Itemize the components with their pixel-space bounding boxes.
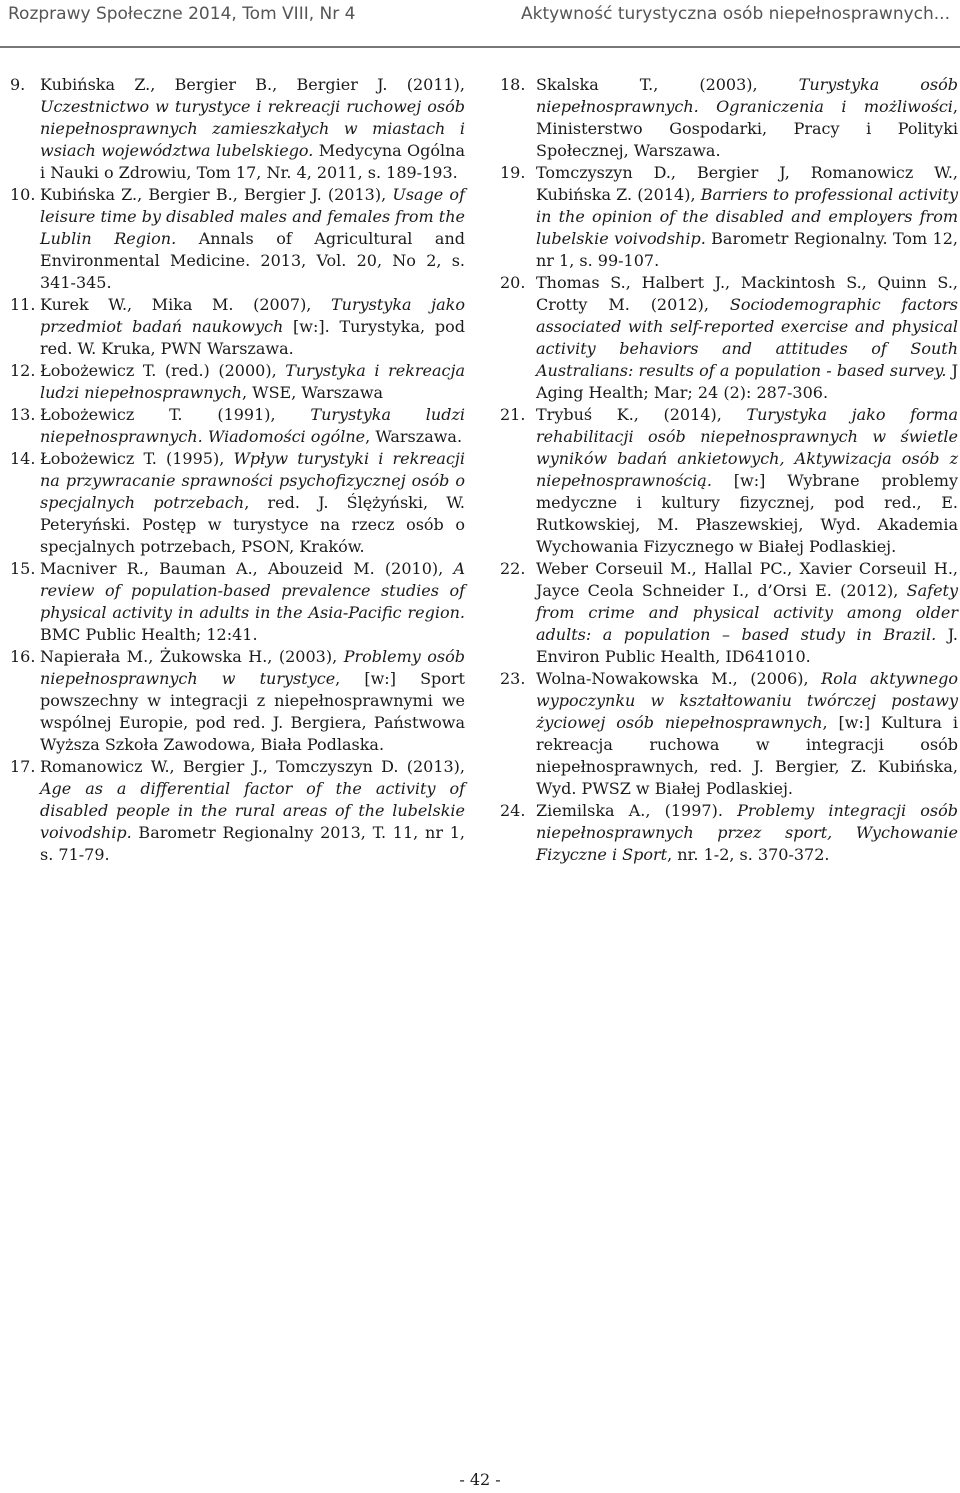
reference-text-part: Tomczyszyn D., Bergier J, Romanowicz W., Kubińska Z. (2014), <box>536 163 958 204</box>
reference-number: 21. <box>500 405 526 424</box>
reference-title-italic: Turystyka jako forma rehabilitacji osób niepełnosprawnych w świetle wyników badań ankietowych, Aktywizacja osób z niepełnosprawnością. <box>536 405 958 490</box>
reference-number: 14. <box>10 449 36 468</box>
reference-text-part: Trybuś K., (2014), <box>536 405 747 424</box>
reference-text-part: , [w:] Kultura i rekreacja ruchowa w integracji osób niepełnosprawnych, red. J. Bergier, Z. Kubińska, Wyd. PWSZ w Białej Podlaskiej. <box>536 713 958 798</box>
reference-text-part: , [w:] Sport powszechny w integracji z niepełnosprawnymi we wspólnej Europie, pod red. J. Bergiera, Państwowa Wyższa Szkoła Zawodowa, Biała Podlaska. <box>40 669 465 754</box>
reference-number: 11. <box>10 295 36 314</box>
reference-title-italic: Age as a differential factor of the activity of disabled people in the rural areas of the lubelskie voivodship. <box>40 779 465 842</box>
reference-text <box>40 646 465 756</box>
reference-item <box>10 360 465 404</box>
reference-text-part: Kubińska Z., Bergier B., Bergier J. (2011), <box>40 75 465 94</box>
reference-number: 19. <box>500 163 526 182</box>
journal-title: Rozprawy Społeczne 2014, Tom VIII, Nr 4 <box>8 4 356 24</box>
reference-text <box>40 294 465 360</box>
reference-text-part: J Aging Health; Mar; 24 (2): 287-306. <box>536 361 959 402</box>
reference-text-part: Skalska T., (2003), <box>536 75 799 94</box>
reference-text <box>40 558 465 646</box>
reference-title-italic: Wiadomości ogólne <box>207 427 366 446</box>
reference-text-part: Medycyna Ogólna i Nauki o Zdrowiu, Tom 17, Nr. 4, 2011, s. 189-193. <box>40 141 465 182</box>
reference-item <box>500 162 958 272</box>
reference-text <box>40 756 465 866</box>
reference-title-italic: Turystyka ludzi niepełnosprawnych. <box>40 405 466 446</box>
reference-item <box>500 74 958 162</box>
reference-title-italic: Uczestnictwo w turystyce i rekreacji ruchowej osób niepełnosprawnych zamieszkałych w miastach i wsiach województwa lubelskiego. <box>40 97 465 160</box>
reference-item <box>10 646 465 756</box>
reference-text <box>40 184 465 294</box>
reference-title-italic: Turystyka osób niepełnosprawnych. Ograniczenia i możliwości <box>536 75 958 116</box>
reference-text-part: J. Environ Public Health, ID641010. <box>536 625 959 666</box>
reference-title-italic: Turystyka jako przedmiot badań naukowych <box>40 295 465 336</box>
reference-number: 23. <box>500 669 526 688</box>
reference-item <box>500 800 958 866</box>
reference-item <box>500 558 958 668</box>
reference-title-italic: Problemy osób niepełnosprawnych w turystyce <box>40 647 465 688</box>
reference-text <box>536 272 958 404</box>
reference-title-italic: Wpływ turystyki i rekreacji na przywracanie sprawności psychofizycznej osób o specjalnych potrzebach <box>40 449 466 512</box>
reference-title-italic: Barriers to professional activity in the opinion of the disabled and employers from lubelskie voivodship. <box>536 185 959 248</box>
page-number: - 42 - <box>459 1470 501 1489</box>
reference-number: 15. <box>10 559 36 578</box>
reference-number: 20. <box>500 273 526 292</box>
reference-number: 13. <box>10 405 36 424</box>
reference-number: 22. <box>500 559 526 578</box>
reference-text <box>536 404 958 558</box>
reference-text-part: [w:] Wybrane problemy medyczne i kultury fizycznej, pod red., E. Rutkowskiej, M. Płaszewskiej, Wyd. Akademia Wychowania Fizycznego w Białej Podlaskiej. <box>536 471 958 556</box>
reference-text <box>40 448 465 558</box>
reference-text-part: Weber Corseuil M., Hallal PC., Xavier Corseuil H., Jayce Ceola Schneider I., d’Orsi E. (2012), <box>536 559 958 600</box>
reference-list-right <box>500 74 958 866</box>
reference-text-part: Ziemilska A., (1997). <box>536 801 738 820</box>
reference-number: 10. <box>10 185 36 204</box>
reference-title-italic: Usage of leisure time by disabled males and females from the Lublin Region. <box>40 185 465 248</box>
reference-item <box>10 448 465 558</box>
reference-list-left <box>10 74 465 866</box>
reference-number: 16. <box>10 647 36 666</box>
reference-item <box>500 404 958 558</box>
reference-text <box>40 404 465 448</box>
reference-text-part: Łobożewicz T. (1995), <box>40 449 234 468</box>
reference-text-part: Romanowicz W., Bergier J., Tomczyszyn D. (2013), <box>40 757 465 776</box>
references-right-column <box>500 74 958 866</box>
reference-title-italic: Problemy integracji osób niepełnosprawnych przez sport, Wychowanie Fizyczne i Sport <box>536 801 959 864</box>
reference-text-part: Barometr Regionalny 2013, T. 11, nr 1, s. 71-79. <box>40 823 465 864</box>
reference-text-part: Kubińska Z., Bergier B., Bergier J. (2013), <box>40 185 393 204</box>
reference-text-part: Łobożewicz T. (1991), <box>40 405 311 424</box>
reference-text-part: Macniver R., Bauman A., Abouzeid M. (2010), <box>40 559 454 578</box>
reference-text <box>40 360 465 404</box>
reference-text-part: , Warszawa. <box>365 427 463 446</box>
reference-item <box>500 272 958 404</box>
reference-text-part: , WSE, Warszawa <box>241 383 384 402</box>
reference-text <box>40 74 465 184</box>
reference-text-part: BMC Public Health; 12:41. <box>40 625 258 644</box>
reference-text <box>536 800 958 866</box>
reference-title-italic: Sociodemographic factors associated with self-reported exercise and physical activity behaviors and attitudes of South Australians: results of a population - based survey. <box>536 295 958 380</box>
reference-item <box>10 74 465 184</box>
reference-text <box>536 558 958 668</box>
reference-item <box>10 756 465 866</box>
reference-number: 9. <box>10 75 26 94</box>
reference-number: 18. <box>500 75 526 94</box>
article-running-title: Aktywność turystyczna osób niepełnosprawnych... <box>520 4 950 24</box>
reference-text-part: Barometr Regionalny. Tom 12, nr 1, s. 99-107. <box>536 229 958 270</box>
reference-text-part: Kurek W., Mika M. (2007), <box>40 295 331 314</box>
reference-item <box>10 404 465 448</box>
reference-text-part: , Ministerstwo Gospodarki, Pracy i Polityki Społecznej, Warszawa. <box>536 97 958 160</box>
reference-text-part: Annals of Agricultural and Environmental Medicine. 2013, Vol. 20, No 2, s. 341-345. <box>40 229 465 292</box>
reference-text-part: , red. J. Ślężyński, W. Peteryński. Postęp w turystyce na rzecz osób o specjalnych potrzebach, PSON, Kraków. <box>40 493 466 556</box>
reference-number: 12. <box>10 361 36 380</box>
reference-text <box>536 74 958 162</box>
reference-title-italic: Turystyka i rekreacja ludzi niepełnosprawnych <box>40 361 466 402</box>
reference-item <box>10 294 465 360</box>
reference-text-part: Wolna-Nowakowska M., (2006), <box>536 669 822 688</box>
reference-title-italic: Rola aktywnego wypoczynku w kształtowaniu twórczej postawy życiowej osób niepełnosprawnych <box>536 669 959 732</box>
reference-text <box>536 162 958 272</box>
reference-text-part: Thomas S., Halbert J., Mackintosh S., Quinn S., Crotty M. (2012), <box>536 273 958 314</box>
reference-text-part: Łobożewicz T. (red.) (2000), <box>40 361 286 380</box>
reference-text-part: [w:]. Turystyka, pod red. W. Kruka, PWN Warszawa. <box>40 317 465 358</box>
reference-text <box>536 668 958 800</box>
running-header <box>0 0 960 48</box>
reference-number: 24. <box>500 801 526 820</box>
reference-title-italic: Safety from crime and physical activity among older adults: a population – based study in Brazil. <box>536 581 958 644</box>
reference-item <box>500 668 958 800</box>
reference-text-part: , nr. 1-2, s. 370-372. <box>667 845 830 864</box>
reference-item <box>10 558 465 646</box>
reference-item <box>10 184 465 294</box>
reference-text-part: Napierała M., Żukowska H., (2003), <box>40 647 344 666</box>
reference-number: 17. <box>10 757 36 776</box>
reference-title-italic: A review of population-based prevalence studies of physical activity in adults in the Asia-Pacific region. <box>40 559 465 622</box>
references-left-column <box>10 74 465 866</box>
